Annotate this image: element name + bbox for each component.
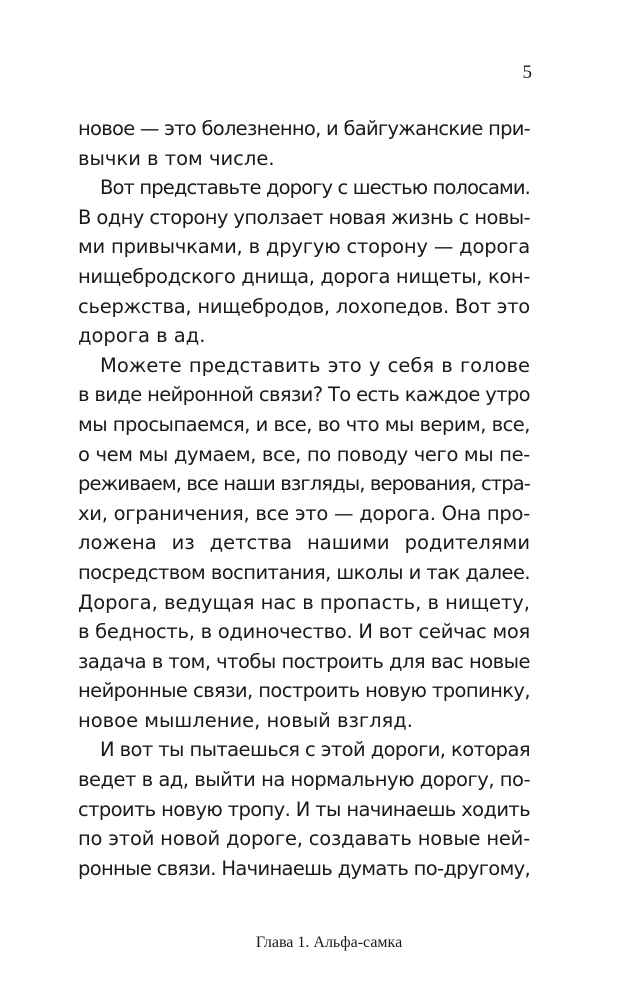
body-text <box>78 114 530 883</box>
text-line: нейронные связи, построить новую тропинку, <box>78 679 530 703</box>
text-line: ложена из детства нашими родителями <box>78 531 530 555</box>
text-line: о чем мы думаем, все, по поводу чего мы пе- <box>78 442 530 466</box>
text-line: новое мышление, новый взгляд. <box>78 708 413 732</box>
text-line: реживаем, все наши взгляды, верования, стра- <box>78 472 530 496</box>
text-line: вычки в том числе. <box>78 146 275 170</box>
text-line: хи, ограничения, все это — дорога. Она про- <box>78 501 530 525</box>
text-line: Можете представить это у себя в голове <box>100 353 530 377</box>
text-line: дорога в ад. <box>78 324 206 348</box>
text-line: в виде нейронной связи? То есть каждое утро <box>78 383 530 407</box>
paragraph <box>78 351 530 736</box>
text-line: ронные связи. Начинаешь думать по-другому, <box>78 856 530 880</box>
paragraph <box>78 114 530 173</box>
text-line: в бедность, в одиночество. И вот сейчас моя <box>78 620 530 644</box>
text-line: Вот представьте дорогу с шестью полосами. <box>100 176 530 200</box>
text-line: строить новую тропу. И ты начинаешь ходить <box>78 797 530 821</box>
text-line: задача в том, чтобы построить для вас новые <box>78 649 530 673</box>
text-line: по этой новой дороге, создавать новые ней- <box>78 827 530 851</box>
text-line: Дорога, ведущая нас в пропасть, в нищету, <box>78 590 530 614</box>
text-line: нищебродского днища, дорога нищеты, кон- <box>78 264 530 288</box>
text-line: новое — это болезненно, и байгужанские при- <box>78 117 530 140</box>
text-line: ми привычками, в другую сторону — дорога <box>78 235 530 259</box>
text-line: посредством воспитания, школы и так далее. <box>78 560 530 584</box>
page-number: 5 <box>522 62 532 83</box>
text-line: ведет в ад, выйти на нормальную дорогу, по- <box>78 768 530 792</box>
text-line: сьержства, нищебродов, лохопедов. Вот это <box>78 294 530 318</box>
text-line: И вот ты пытаешься с этой дороги, которая <box>100 738 530 762</box>
text-line: В одну сторону уползает новая жизнь с новы- <box>78 205 530 229</box>
running-footer: Глава 1. Альфа-самка <box>255 934 403 951</box>
paragraph <box>78 173 530 351</box>
paragraph <box>78 735 530 883</box>
text-line: мы просыпаемся, и все, во что мы верим, все, <box>78 412 530 436</box>
